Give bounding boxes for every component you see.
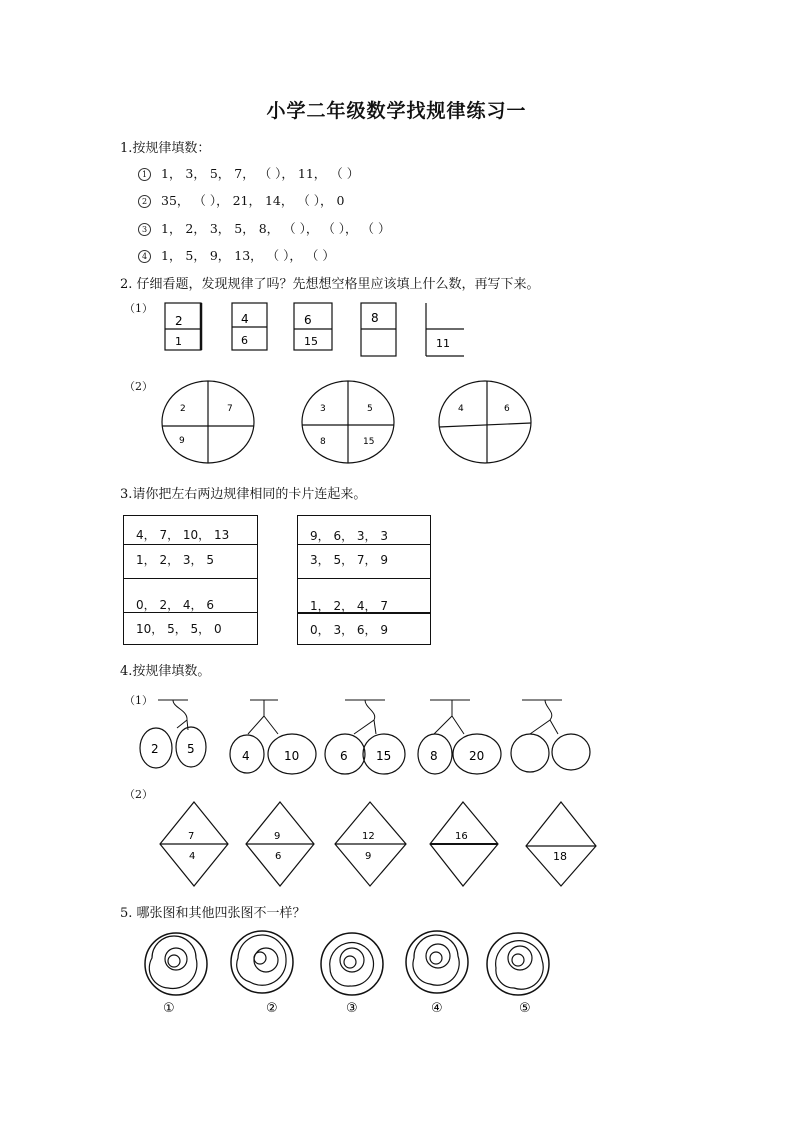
number-box (426, 303, 464, 356)
number-box (361, 303, 396, 356)
q5-heading: 5. 哪张图和其他四张图不一样？ (120, 906, 306, 921)
cherry-left-number: 8 (430, 749, 438, 763)
cherry-right-number: 20 (469, 749, 485, 763)
q1-item (138, 219, 391, 237)
cherry-right-number: 5 (187, 742, 195, 756)
nested-circle-figure (406, 931, 468, 1016)
card-sequence: 4， 7， 10， 13 (136, 528, 230, 542)
oval-top-right-number: 7 (227, 404, 233, 414)
q1-item-text: 1， 5， 9， 13， （ ）， （ ） (161, 248, 335, 263)
cherry-pair (511, 700, 590, 772)
q4-part1-label: （1） (124, 694, 153, 707)
q2-heading: 2. 仔细看题，发现规律了吗？先想想空格里应该填上什么数，再写下来。 (120, 277, 540, 292)
divided-oval (302, 381, 394, 463)
cherry-left-number: 6 (340, 749, 348, 763)
right-card-group (297, 515, 431, 645)
cherry-figure (130, 690, 600, 775)
cherry-right-number: 15 (376, 749, 392, 763)
oval-bottom-right-number: 15 (363, 437, 375, 447)
card-sequence: 9， 6， 3， 3 (310, 529, 388, 543)
cherry-pair (418, 700, 501, 774)
q2-part1-label: （1） (124, 302, 153, 315)
q3-heading: 3.请你把左右两边规律相同的卡片连起来。 (120, 487, 367, 502)
figure-label: ① (163, 1001, 175, 1016)
nested-circle-figure (487, 933, 549, 1016)
left-card-group (123, 515, 258, 645)
divided-ovals-figure (150, 376, 550, 468)
box-top-number: 2 (175, 314, 183, 328)
nested-circles-figure (138, 928, 558, 1023)
q1-item (138, 164, 359, 182)
figure-label: ② (266, 1001, 278, 1016)
item-number-badge: 4 (138, 250, 151, 263)
item-number-badge: 2 (138, 195, 151, 208)
number-diamond (160, 802, 228, 886)
oval-top-right-number: 6 (504, 404, 510, 414)
box-top-number: 6 (304, 313, 312, 327)
box-bottom-number: 11 (436, 337, 450, 350)
cherry-pair (230, 700, 316, 774)
number-box (294, 303, 332, 350)
item-number-badge: 1 (138, 168, 151, 181)
diamond-top-number: 7 (188, 831, 195, 842)
number-diamond (246, 802, 314, 886)
figure-label: ③ (346, 1001, 358, 1016)
diamond-top-number: 9 (274, 831, 281, 842)
cherry-pair (325, 700, 405, 774)
cherry-left-number: 2 (151, 742, 159, 756)
nested-circle-figure (321, 933, 383, 1016)
oval-top-left-number: 2 (180, 404, 186, 414)
diamond-figure (150, 796, 610, 891)
q1-item-text: 1， 3， 5， 7， （ ）， 11， （ ） (161, 166, 360, 181)
box-top-number: 8 (371, 311, 379, 325)
diamond-bottom-number: 4 (189, 851, 196, 862)
q1-heading: 1.按规律填数： (120, 141, 211, 156)
oval-top-left-number: 3 (320, 404, 326, 414)
number-boxes-figure (150, 296, 480, 358)
cherry-pair (140, 700, 206, 768)
diamond-top-number: 16 (455, 831, 468, 842)
box-top-number: 4 (241, 312, 249, 326)
card-sequence: 0， 2， 4， 6 (136, 598, 214, 612)
figure-label: ⑤ (519, 1001, 531, 1016)
oval-top-right-number: 5 (367, 404, 373, 414)
card-sequence: 1， 2， 4， 7 (310, 599, 388, 613)
cherry-left-number: 4 (242, 749, 250, 763)
diamond-top-number: 12 (362, 831, 375, 842)
nested-circle-figure (145, 933, 207, 1016)
card-sequence: 1， 2， 3， 5 (136, 553, 214, 567)
box-bottom-number: 1 (175, 335, 182, 348)
q1-item-text: 35， （ ）， 21， 14， （ ）， 0 (161, 193, 345, 208)
number-box (165, 303, 201, 350)
card-sequence: 3， 5， 7， 9 (310, 553, 388, 567)
number-diamond (430, 802, 498, 886)
q4-part2-label: （2） (124, 788, 153, 801)
q1-item (138, 191, 344, 209)
number-diamond (335, 802, 406, 886)
number-box (232, 303, 267, 350)
figure-label: ④ (431, 1001, 443, 1016)
oval-bottom-left-number: 9 (179, 436, 185, 446)
number-diamond (526, 802, 596, 886)
cherry-right-number: 10 (284, 749, 300, 763)
oval-bottom-left-number: 8 (320, 437, 326, 447)
q1-item-text: 1， 2， 3， 5， 8， （ ）， （ ）， （ ） (161, 221, 391, 236)
diamond-bottom-number: 18 (553, 850, 567, 863)
page-title: 小学二年级数学找规律练习一 (266, 100, 527, 122)
diamond-bottom-number: 9 (365, 851, 372, 862)
q2-part2-label: （2） (124, 380, 153, 393)
box-bottom-number: 6 (241, 334, 248, 347)
box-bottom-number: 15 (304, 335, 318, 348)
q1-item (138, 246, 335, 264)
item-number-badge: 3 (138, 223, 151, 236)
divided-oval (439, 381, 531, 463)
nested-circle-figure (231, 931, 293, 1016)
diamond-bottom-number: 6 (275, 851, 282, 862)
q4-heading: 4.按规律填数。 (120, 664, 211, 679)
card-sequence: 10， 5， 5， 0 (136, 622, 222, 636)
card-sequence: 0， 3， 6， 9 (310, 623, 388, 637)
divided-oval (162, 381, 254, 463)
oval-top-left-number: 4 (458, 404, 464, 414)
